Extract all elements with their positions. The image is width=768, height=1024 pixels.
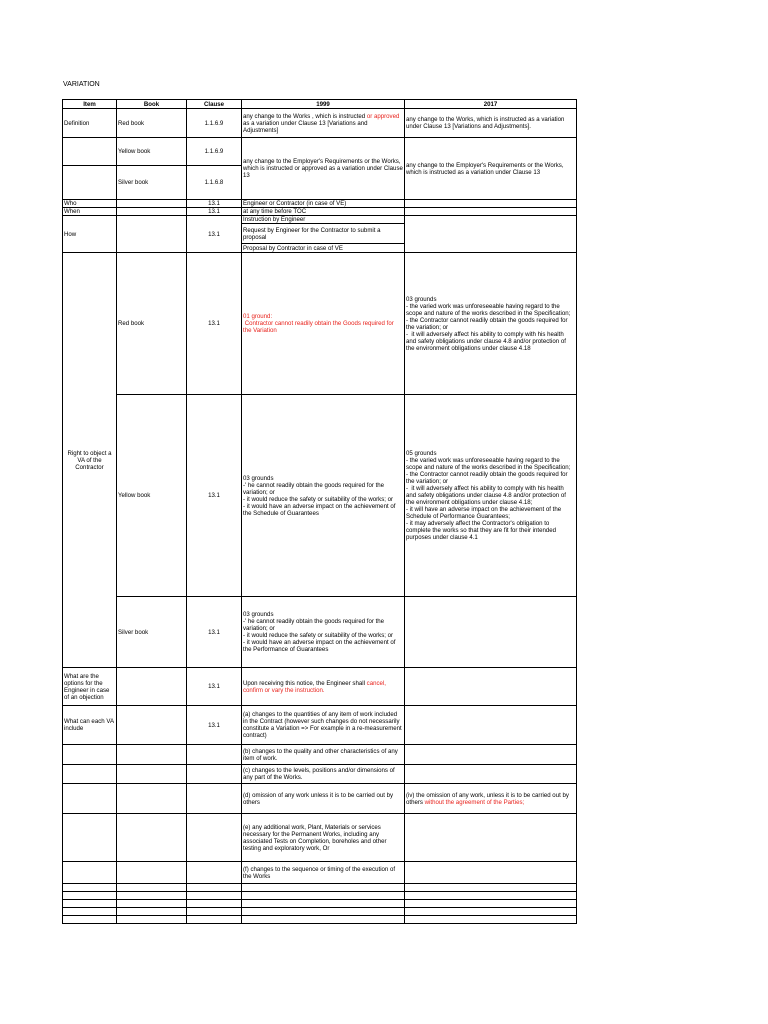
empty-cell — [187, 765, 242, 784]
how-1999-proposal: Proposal by Contractor in case of VE — [242, 244, 405, 253]
include-d-2017 — [405, 784, 577, 814]
book-yellow: Yellow book — [117, 138, 187, 166]
empty-cell — [187, 908, 242, 916]
empty-cell — [405, 765, 577, 784]
table-row — [63, 884, 577, 892]
empty-cell — [117, 814, 187, 862]
include-b: (b) changes to the quality and other characteristics of any item of work. — [242, 745, 405, 765]
empty-cell — [405, 916, 577, 924]
table-row — [63, 395, 577, 597]
clause-cell: 13.1 — [187, 200, 242, 208]
empty-cell — [187, 862, 242, 884]
clause-cell: 13.1 — [187, 668, 242, 706]
text: Upon receiving this notice, the Engineer shall — [243, 679, 367, 687]
empty-cell — [117, 892, 187, 900]
header-book: Book — [117, 100, 187, 109]
item-who: Who — [63, 200, 117, 208]
table-row — [63, 784, 577, 814]
table-row — [63, 200, 577, 208]
table-row — [63, 916, 577, 924]
empty-cell — [117, 668, 187, 706]
header-item: Item — [63, 100, 117, 109]
empty-cell — [187, 892, 242, 900]
empty-cell — [187, 814, 242, 862]
empty-cell — [187, 900, 242, 908]
empty-cell — [63, 892, 117, 900]
object-2017-red: 03 grounds - the varied work was unforeseeable having regard to the scope and nature of the works described in the Specification; - the Contractor cannot readily obtain the goods required for the variation; or - it will adversely affect his ability to comply with his health and safety obligations under clause 4.8 and/or protection of the environment obligations under clause 4.18 — [405, 253, 577, 395]
table-row — [63, 765, 577, 784]
book-yellow: Yellow book — [117, 395, 187, 597]
empty-cell — [405, 814, 577, 862]
definition-2017-red: any change to the Works, which is instructed as a variation under Clause 13 [Variations and Adjustments]. — [405, 109, 577, 138]
empty-cell — [117, 765, 187, 784]
highlight-text: or approved — [366, 112, 400, 120]
table-row — [63, 668, 577, 706]
object-1999-red: 01 ground: Contractor cannot readily obtain the Goods required for the Variation — [242, 253, 405, 395]
table-row — [63, 908, 577, 916]
empty-cell — [242, 900, 405, 908]
clause-cell: 13.1 — [187, 395, 242, 597]
empty-cell — [63, 745, 117, 765]
empty-cell — [405, 884, 577, 892]
clause-cell: 1.1.6.8 — [187, 166, 242, 200]
table-row — [63, 862, 577, 884]
text: (iv) the omission of any work, unless it is to be carried out by others — [406, 791, 569, 806]
object-1999-yellow: 03 grounds -' he cannot readily obtain the goods required for the variation; or - it would reduce the safety or suitability of the works; or - it would have an adverse impact on the achievement of the Schedule of Guarantees — [242, 395, 405, 597]
sheet-title: VARIATION — [63, 81, 100, 88]
object-1999-silver: 03 grounds -' he cannot readily obtain the goods required for the variation; or - it would reduce the safety or suitability of the works; or - it would have an adverse impact on the achievement of the Performance of Guarantees — [242, 597, 405, 668]
header-2017: 2017 — [405, 100, 577, 109]
how-1999-instruction: Instruction by Engineer — [242, 216, 405, 224]
empty-cell — [405, 597, 577, 668]
empty-cell — [117, 745, 187, 765]
table-row — [63, 745, 577, 765]
empty-cell — [187, 745, 242, 765]
item-options: What are the options for the Engineer in case of an objection — [63, 668, 117, 706]
empty-cell — [117, 862, 187, 884]
include-a: (a) changes to the quantities of any item of work included in the Contract (however such changes do not necessarily constitute a Variation => For example in a re-measurement contract) — [242, 706, 405, 745]
table-row — [63, 706, 577, 745]
highlight-text: without the agreement of the Parties; — [424, 798, 525, 806]
text: any change to the Works , which is instructed — [243, 112, 367, 120]
definition-1999-red — [242, 109, 405, 138]
empty-cell — [405, 900, 577, 908]
empty-cell — [242, 916, 405, 924]
empty-cell — [405, 706, 577, 745]
empty-cell — [63, 900, 117, 908]
book-silver: Silver book — [117, 597, 187, 668]
book-silver: Silver book — [117, 166, 187, 200]
how-1999-request: Request by Engineer for the Contractor to submit a proposal — [242, 224, 405, 244]
clause-cell: 13.1 — [187, 597, 242, 668]
empty-cell — [405, 208, 577, 216]
empty-cell — [405, 745, 577, 765]
empty-cell — [117, 200, 187, 208]
text: as a variation under Clause 13 [Variations and Adjustments] — [243, 119, 368, 134]
empty-cell — [63, 138, 117, 166]
table-row — [63, 892, 577, 900]
item-include: What can each VA include — [63, 706, 117, 745]
book-red: Red book — [117, 253, 187, 395]
empty-cell — [63, 916, 117, 924]
clause-cell: 1.1.6.9 — [187, 138, 242, 166]
header-row — [63, 100, 577, 109]
options-1999 — [242, 668, 405, 706]
who-1999: Engineer or Contractor (in case of VE) — [242, 200, 405, 208]
table-row — [63, 597, 577, 668]
clause-cell: 13.1 — [187, 208, 242, 216]
table-row — [63, 216, 577, 224]
empty-cell — [63, 862, 117, 884]
empty-cell — [63, 166, 117, 200]
empty-cell — [117, 884, 187, 892]
empty-cell — [405, 200, 577, 208]
empty-cell — [117, 916, 187, 924]
empty-cell — [405, 892, 577, 900]
empty-cell — [117, 216, 187, 253]
table-row — [63, 109, 577, 138]
clause-cell: 13.1 — [187, 706, 242, 745]
empty-cell — [117, 208, 187, 216]
empty-cell — [187, 884, 242, 892]
empty-cell — [63, 784, 117, 814]
empty-cell — [405, 908, 577, 916]
clause-cell: 13.1 — [187, 216, 242, 253]
definition-1999-ys: any change to the Employer's Requirements or the Works, which is instructed or approved as a variation under Clause 13 — [242, 138, 405, 200]
empty-cell — [63, 884, 117, 892]
clause-cell: 1.1.6.9 — [187, 109, 242, 138]
object-2017-yellow: 05 grounds - the varied work was unforeseeable having regard to the scope and nature of the works described in the Specification; - the Contractor cannot readily obtain the goods required for the variation; or - it will adversely affect his ability to comply with his health and safety obligations under clause 4.8 and/or protection of the environment obligations under clause 4.18; - it will have an adverse impact on the achievement of the Schedule of Performance Guarantees; - it may adversely affect the Contractor's obligation to complete the works so that they are fit for their intended purposes under clause 4.1 — [405, 395, 577, 597]
include-e: (e) any additional work, Plant, Materials or services necessary for the Permanent Works, including any associated Tests on Completion, boreholes and other testing and exploratory work, Or — [242, 814, 405, 862]
header-1999: 1999 — [242, 100, 405, 109]
variation-table — [62, 99, 577, 924]
clause-cell: 13.1 — [187, 253, 242, 395]
empty-cell — [187, 784, 242, 814]
include-c: (c) changes to the levels, positions and/or dimensions of any part of the Works. — [242, 765, 405, 784]
empty-cell — [117, 706, 187, 745]
empty-cell — [117, 784, 187, 814]
table-row — [63, 208, 577, 216]
definition-2017-ys: any change to the Employer's Requirements or the Works, which is instructed as a variation under Clause 13 — [405, 138, 577, 200]
table-row — [63, 814, 577, 862]
empty-cell — [242, 908, 405, 916]
table-row — [63, 138, 577, 166]
empty-cell — [242, 884, 405, 892]
empty-cell — [405, 668, 577, 706]
item-when: When — [63, 208, 117, 216]
empty-cell — [187, 916, 242, 924]
table-row — [63, 253, 577, 395]
empty-cell — [63, 814, 117, 862]
empty-cell — [117, 908, 187, 916]
book-red: Red book — [117, 109, 187, 138]
item-how: How — [63, 216, 117, 253]
include-f: (f) changes to the sequence or timing of the execution of the Works — [242, 862, 405, 884]
empty-cell — [63, 908, 117, 916]
when-1999: at any time before TOC — [242, 208, 405, 216]
empty-cell — [405, 216, 577, 253]
empty-cell — [242, 892, 405, 900]
header-clause: Clause — [187, 100, 242, 109]
highlight-text: cancel, confirm or vary the instruction. — [243, 679, 386, 694]
include-d: (d) omission of any work unless it is to be carried out by others — [242, 784, 405, 814]
empty-cell — [405, 862, 577, 884]
empty-cell — [117, 900, 187, 908]
empty-cell — [63, 765, 117, 784]
table-row — [63, 900, 577, 908]
item-right-to-object: Right to object a VA of the Contractor — [63, 253, 117, 668]
item-definition: Definition — [63, 109, 117, 138]
